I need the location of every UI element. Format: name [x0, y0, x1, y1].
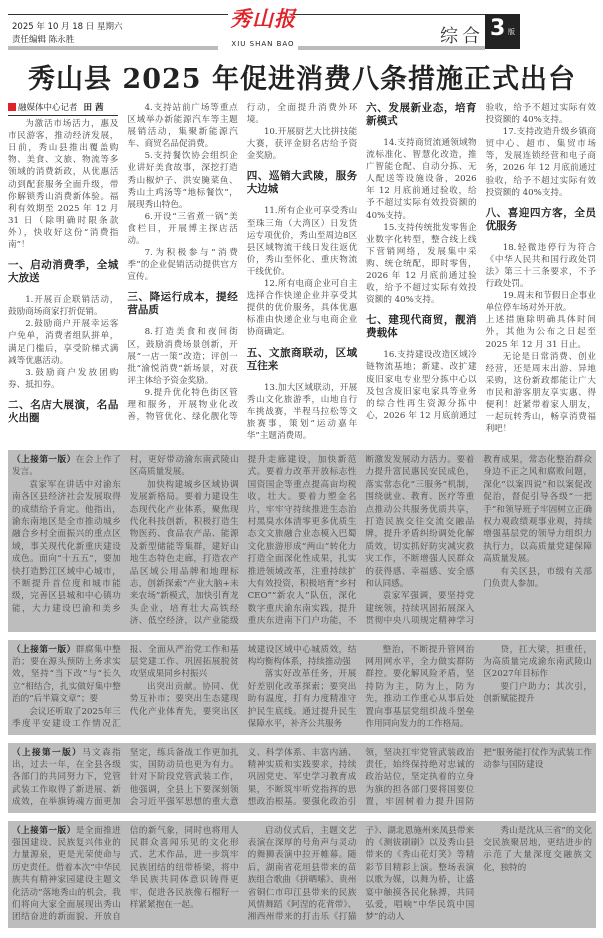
paragraph-text: 是全面推进强国建设、民族复兴伟业的力量源泉，更是光荣使命与历史责任。借着本次“中华民族共有精神家园建设主题文化活动”落地秀山的机会，我们将向大家全面展现出秀山团结奋进的新面貌、开放自信的新气象，同时也将用人民群众喜闻乐见的文化形式、艺术作品，进一步筑牢民族团结的纽带桥梁，将中华民族共同体意识铸得更牢，促进各民族像石榴籽一样紧紧抱在一起。 [12, 825, 239, 923]
bottom-margin [0, 928, 603, 938]
byline [8, 102, 118, 116]
paragraph: 加快构建城乡区域协调发展新格局。要着力建设生态现代化产业体系，聚焦现代化科技创新，积极打造生物医药、食品农产品、能源及新型储能等集群，建好山地生态特色走廊，打造农产品区域公用品牌和地理标志，创新探索“产业大脑+未来农场”新模式，加快引育龙头企业，培育壮大高铁经济、低空经济，以产业能级提升走廊建设，加快新范式。要着力改革开放标志性国资国企等重点提高亩均税收，壮大。要着力塑金名片，牢牢守持续推进生态治村黑臭水体清零更多优质生态文文旅融合业态模入巴蜀文化旅游形成“两山”转化力打造全面深化性成果，扎实推进领域改革，注重持续扩大有效投资，积极培育“乡村CEO”“新农人”队伍，深化数字重庆渝东南实践，提升重庆东进南下门户功能，不断激发发展动力活力。要着力提升富民惠民安民成色，落实常态化“三服务”机制，围绕就业、教育、医疗等重点推动公共服务优质共享，打造民族交往交流交融品牌，提升矛盾纠纷调处化解质效，切实抓好防灾减灾救灾工作，不断增强人民群众的获得感、幸福感、安全感和认同感。 [129, 454, 475, 627]
logo-text: 秀山报 [230, 6, 296, 31]
list-item: 2.鼓励商户开展幸运客户免单，消费者组队拼单，满足门槛后，享受阶梯式满减等优惠活动。 [8, 319, 119, 366]
list-item: 13.加大区域联动，开展秀山文化旅游季，山地自行车挑战赛，半程马拉松等文旅赛事，策划“运动嘉年华”主题消费周。 [246, 382, 358, 441]
section-heading: 三、降运行成本，提经营品质 [127, 291, 238, 317]
list-item: 15.支持传统批发零售企业数字化转型，整合线上线下营销网络，发展集中采购、统仓统配，即时零售，2026 年 12 月底前通过验收，给予不超过实际有效投资额的 40%支持。 [366, 222, 477, 306]
paragraph-text: 群腐集中整治；要在源头预防上务求实效，坚持“当下改”与“长久立”相结合，扎实做好集中整治的“后半篇文章”；要 [12, 644, 121, 705]
list-item: 17.支持改造升级乡镇商贸中心、超市、集贸市场等，发展连锁经营和电子商务，2026 年 12 月底前通过验收，给予不超过实际有效投资额的 40%支持。 [485, 127, 596, 198]
section-heading: 八、喜迎四方客，全员优服务 [485, 206, 596, 232]
page-title: 秀山县 2025 年促进消费八条措施正式出台 [28, 64, 576, 95]
list-item: 3.鼓励商户发放团购券、抵扣券。 [8, 367, 119, 390]
continued-tag: （上接第一版） [12, 825, 76, 836]
list-item: 9.提升优化特色街区管理和服务，开展物业化改善，物管优化、绿化靓化等行动，全面提升消费外环境。 [127, 103, 358, 423]
paragraph-text: 在会上作了发言。 [12, 454, 121, 478]
list-item: 18.轻微违停行为符合《中华人民共和国行政处罚法》第三十三条要求，不予行政处罚。 [485, 242, 596, 290]
continued-tag: （上接第一版） [12, 747, 83, 758]
list-item: 5.支持餐饮协会组织企业讲好美食故事，深挖打造秀山椒炉子、洪安腌菜鱼、秀山土鸡汤等“地标餐饮”，展现秀山特色。 [127, 151, 238, 210]
continued-tag: （上接第一版） [12, 454, 76, 465]
section-heading: 六、发展新业态，培育新模式 [366, 102, 477, 127]
section-heading: 四、巡销大武陵，服务大边城 [246, 170, 358, 196]
list-item: 4.支持站前广场等重点区域举办新能源汽车等主题展销活动，集聚新能源汽车、商贸名品促消费。 [127, 103, 238, 150]
issue-date: 2025 年 10 月 18 日 星期六 [12, 22, 123, 32]
section-heading: 二、名店大展演，名品火出圈 [8, 398, 119, 424]
section-heading: 一、启动消费季，全城大放送 [8, 259, 119, 285]
closing-note: 上述措施除明确具体时间外，其他为公布之日起至 2025 年 12 月 31 日止。 [485, 315, 596, 350]
page-number: 3 [490, 16, 506, 41]
paragraph: 落实好改革任务，开展好差别化改革探索；要突出助有温度，打有力度精准守护民生底线。通过提升民生保障水平，补齐公共服务 [247, 669, 357, 730]
paragraph: 袁家军强调，要坚持党建统领，持续巩固拓展深入贯彻中央八项规定精神学习教育成果，常态化整治群众身边不正之风和腐败问题，深化“以案四说”和以案促改促治，督促引导各级“一把手”和领导班子牢固树立正确权力观政绩观事业观，持续增强基层党的领导力组织力执行力，以高质量党建保障高质量发展。 [365, 454, 592, 627]
list-item: 12.所有电商企业可自主选择合作快递企业并享受其提供的优价服务，具体优惠标准由快递企业与电商企业协商确定。 [246, 279, 358, 338]
paragraph: 要门户助力；其次引，创新赋能提升 [483, 681, 592, 705]
continued-tag: （上接第一版） [12, 644, 76, 655]
paragraph: 启动仪式后，主题文艺表演在深厚的号角声与灵动的舞狮表演中拉开帷幕。随后，湖南省花垣县带来的苗族组合歌曲《拼晒嗦》、贵州省铜仁市印江县带来的民族风情舞蹈《阿涅的花背带》、湘西州带来的打击乐《打猫子》、湖北恩施州来凤县带来的《测钹刷刷》以及秀山县带来的《秀山花灯笑》等精彩节目精彩上演。整场表演以歌为媒，以舞为桥，让盛宴中触摸各民化脉搏，共同弘爱，唱响“中华民筑中国梦”的动人 [247, 825, 475, 923]
editor-credit: 责任编辑 陈永胜 [12, 35, 75, 45]
intro-paragraph: 为激活市场活力，惠及市民游客，推动经济发展，日前，秀山县推出覆盖购物、美食、文旅、物流等多领域的消费新政，从优惠活动到配套服务全面升级，带你解锁秀山消费新体验。福利有效期至 2025 年 12 月 31 日（除明确时限条款外），快收好这份“消费指南”！ [8, 119, 119, 251]
paragraph [12, 454, 121, 479]
list-item: 16.支持建设改造区域冷链物流基地；新建、改扩建废旧家电专业型分拣中心以及包含废旧家电家具等业务的综合性再生资源分拣中心，2026 年 12 月底前通过验收，给予不超过实际有效投资额的 40%支持。 [366, 103, 596, 421]
paragraph: 整治，不断提升管网治网用网水平，全力做实群防群控。要化解风险矛盾，坚持防为主，防为上，防为先，推动工作重心从事后处置向事基层党组织战斗堡垒作用同向发力的工作格局。 [365, 644, 475, 730]
masthead [0, 0, 603, 56]
paragraph: 秀山是沈从三省”的文化交民族聚居地，更结进步的示范了大量深度交融族文化，独特的 [483, 825, 592, 873]
divider [8, 46, 218, 50]
page-suffix: 版 [508, 28, 515, 36]
list-item: 1.开展百企联销活动，鼓励商场商家打折促销。 [8, 295, 119, 318]
continued-story [8, 743, 596, 813]
paragraph: 有关区县，市级有关部门负责人参加。 [483, 566, 592, 590]
red-square-icon [8, 103, 16, 111]
byline-prefix: 融媒体中心记者 [18, 103, 78, 113]
newspaper-logo [223, 6, 303, 48]
continued-story [8, 450, 596, 632]
divider [8, 14, 228, 15]
list-item: 14.支持商贸流通领域物流标准化、智慧化改造，推广智能仓配、自动分拣、无人配送等设施设备，2026 年 12 月底前通过验收，给予不超过实际有效投资额的 40%支持。 [366, 138, 477, 221]
list-item: 8.打造美食和夜间街区，鼓励消费场景创新，开展“一店一策”改造；评创一批“渝悦消费”新场景，对获评主体给予资金奖励。 [127, 327, 238, 386]
list-item: 10.开展厨艺大比拼技能大赛，获评金厨名店给予资金奖励。 [246, 127, 358, 162]
paragraph [12, 644, 121, 706]
section-name: 综合 [440, 26, 484, 47]
paragraph: 出突出贡献。协同、优势互补市；要突出生态建现代化产业体育先，要突出区域建设区域中心城质效，结构均衡构体系，持续推动强 [129, 644, 357, 717]
logo-subtitle: XIU SHAN BAO [231, 40, 295, 48]
section-heading: 五、文旅商联动，区域互往来 [246, 346, 358, 372]
list-item: 6.开设“三省煮一锅”美食栏目，开展博主探店活动。 [127, 211, 238, 247]
list-item: 7.为积极参与“消费季”的企业促销活动提供官方宣传。 [127, 248, 238, 283]
paragraph: 贷，扛大梁，担重任，为高质量完成渝东南武陵山区2027年目标作 [483, 644, 592, 680]
paragraph: 会议还听取了2025年三季度平安建设工作情况汇报、全面从严治党工作和基层党建工作、巩固拓展脱贫攻坚成果同乡村振兴 [12, 644, 239, 730]
closing-paragraph: 无论是日常消费、创业经营，还是周末出游、异地采购，这份新政都能让广大市民和游客朋友享实惠、得便利！赶紧带着家人朋友，一起玩转秀山，畅享消费福利吧！ [485, 351, 596, 435]
author-name: 田 茜 [83, 103, 104, 113]
paragraph [12, 825, 239, 924]
paragraph: 袁家军在讲话中对渝东南各区县经济社会发展取得的成绩给予肯定。他指出，渝东南地区是全市推动城乡融合乡村全面振兴的重点区域，事关现代化新重庆建设成色。面向“十五五”，要加快打造黔江区域中心城市，不断提升首位度和城市能级，完善区县城和中心镇功能，大力建设巴渝和美乡村，更好带动渝东南武陵山区高质量发展。 [12, 454, 239, 614]
page-number-box [485, 14, 520, 49]
divider [292, 14, 485, 15]
paragraph-text: 马文森指出，过去一年，在全县各级各部门的共同努力下，党管武装工作取得了新进展、新成效，在举旗铸魂方面更加坚定，练兵备战工作更加扎实，国防动员也更为有力。针对下阶段党管武装工作，他强调，全县上下要深刻领会习近平强军思想的重大意义、科学体系、丰富内涵、精神实质和实践要求，持续巩固党史、军史学习教育成果，不断筑牢听党指挥的思想政治根基。要强化政治引领，坚决扛牢党管武装政治责任，始终保持绝对忠诚的政治站位，坚定执着的立身为旗的担各部门要将国要位置，牢固树着力提升国防把“服务能打仗作为武装工作动参与国防建设 [12, 747, 592, 808]
continued-story [8, 821, 596, 928]
list-item: 19.周末和节假日企事业单位停车场对外开放。 [485, 291, 596, 314]
section-heading: 七、建现代商贸，靓消费载体 [366, 314, 477, 340]
list-item: 11.所有企业可享受秀山至珠三角（大湾区）日发货运专项优价，秀山至周边8区县区域物流干线日发往返优价，秀山至怀化、重庆物流干线优价。 [246, 206, 358, 277]
paragraph [12, 747, 592, 809]
continued-story [8, 640, 596, 735]
main-article [8, 102, 596, 442]
